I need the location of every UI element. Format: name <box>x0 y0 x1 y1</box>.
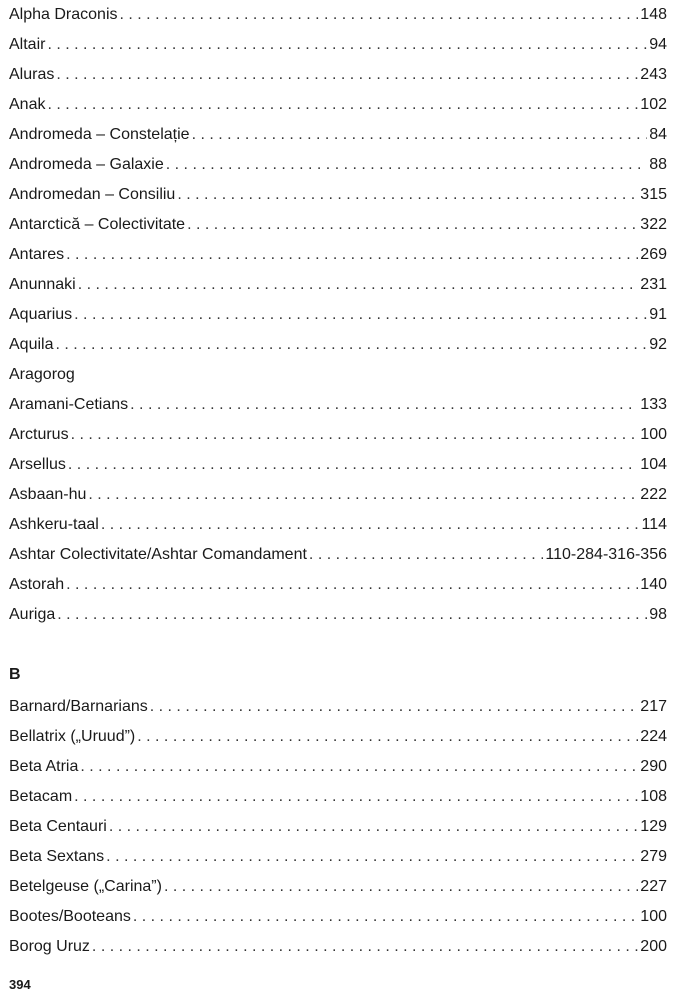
index-entry <box>9 0 667 30</box>
index-entry <box>9 30 667 60</box>
dot-leader <box>47 90 638 120</box>
entry-page-numbers: 114 <box>641 516 667 533</box>
index-entry <box>9 270 667 300</box>
entry-name: Betacam <box>9 788 73 805</box>
entry-name: Aquarius <box>9 306 73 323</box>
index-entry <box>9 902 667 932</box>
dot-leader <box>71 420 639 450</box>
entry-name: Aragorog <box>9 366 75 383</box>
index-entry <box>9 842 667 872</box>
entry-page-numbers: 231 <box>640 276 667 293</box>
index-entry <box>9 300 667 330</box>
index-section-b <box>9 692 667 962</box>
entry-name: Aluras <box>9 66 55 83</box>
dot-leader <box>166 150 647 180</box>
entry-page-numbers: 104 <box>640 456 667 473</box>
entry-page-numbers: 148 <box>640 6 667 23</box>
index-page <box>9 0 667 962</box>
entry-name: Beta Atria <box>9 758 79 775</box>
entry-name: Beta Sextans <box>9 848 105 865</box>
entry-name: Anunnaki <box>9 276 76 293</box>
entry-page-numbers: 290 <box>640 758 667 775</box>
entry-page-numbers: 279 <box>640 848 667 865</box>
dot-leader <box>47 30 647 60</box>
entry-page-numbers: 129 <box>640 818 667 835</box>
dot-leader <box>109 812 638 842</box>
dot-leader <box>187 210 638 240</box>
index-entry <box>9 752 667 782</box>
index-entry <box>9 90 667 120</box>
dot-leader <box>120 0 639 30</box>
entry-name: Andromeda – Constelație <box>9 126 190 143</box>
dot-leader <box>150 692 639 722</box>
index-entry <box>9 60 667 90</box>
dot-leader <box>74 782 638 812</box>
index-entry <box>9 600 667 630</box>
dot-leader <box>80 752 638 782</box>
index-entry <box>9 330 667 360</box>
section-letter-b: B <box>9 666 21 683</box>
entry-name: Beta Centauri <box>9 818 107 835</box>
section-spacer <box>9 630 667 658</box>
entry-name: Andromeda – Galaxie <box>9 156 164 173</box>
entry-page-numbers: 84 <box>649 126 667 143</box>
entry-name: Ashkeru-taal <box>9 516 99 533</box>
index-entry <box>9 932 667 962</box>
entry-page-numbers: 315 <box>640 186 667 203</box>
index-entry <box>9 150 667 180</box>
entry-name: Bootes/Booteans <box>9 908 131 925</box>
index-entry <box>9 390 667 420</box>
entry-name: Antarctică – Colectivitate <box>9 216 186 233</box>
dot-leader <box>68 450 638 480</box>
entry-page-numbers: 217 <box>640 698 667 715</box>
dot-leader <box>56 60 638 90</box>
dot-leader <box>55 330 647 360</box>
entry-page-numbers: 102 <box>640 96 667 113</box>
index-entry <box>9 420 667 450</box>
dot-leader <box>192 120 648 150</box>
index-entry <box>9 120 667 150</box>
entry-page-numbers: 110-284-316-356 <box>545 546 667 563</box>
dot-leader <box>92 932 638 962</box>
dot-leader <box>57 600 647 630</box>
entry-name: Arsellus <box>9 456 66 473</box>
entry-page-numbers: 94 <box>649 36 667 53</box>
index-entry <box>9 450 667 480</box>
index-entry <box>9 812 667 842</box>
entry-page-numbers: 91 <box>649 306 667 323</box>
index-entry <box>9 510 667 540</box>
entry-name: Auriga <box>9 606 56 623</box>
entry-page-numbers: 100 <box>640 426 667 443</box>
entry-name: Betelgeuse („Carina”) <box>9 878 162 895</box>
entry-page-numbers: 243 <box>640 66 667 83</box>
entry-page-numbers: 100 <box>640 908 667 925</box>
entry-page-numbers: 133 <box>640 396 667 413</box>
dot-leader <box>106 842 638 872</box>
entry-name: Bellatrix („Uruud”) <box>9 728 136 745</box>
page-number: 394 <box>9 977 31 992</box>
entry-page-numbers: 200 <box>640 938 667 955</box>
entry-name: Anak <box>9 96 46 113</box>
dot-leader <box>137 722 638 752</box>
dot-leader <box>74 300 647 330</box>
entry-page-numbers: 227 <box>640 878 667 895</box>
index-entry <box>9 360 667 390</box>
index-entry <box>9 480 667 510</box>
entry-page-numbers: 222 <box>640 486 667 503</box>
index-entry <box>9 180 667 210</box>
entry-page-numbers: 98 <box>649 606 667 623</box>
dot-leader <box>133 902 638 932</box>
entry-page-numbers: 269 <box>640 246 667 263</box>
entry-name: Ashtar Colectivitate/Ashtar Comandament <box>9 546 307 563</box>
index-entry <box>9 240 667 270</box>
entry-page-numbers: 322 <box>640 216 667 233</box>
entry-page-numbers: 88 <box>649 156 667 173</box>
index-entry <box>9 540 667 570</box>
entry-page-numbers: 224 <box>640 728 667 745</box>
entry-page-numbers: 140 <box>640 576 667 593</box>
dot-leader <box>164 872 638 902</box>
dot-leader <box>88 480 638 510</box>
dot-leader <box>78 270 639 300</box>
index-entry <box>9 692 667 722</box>
dot-leader <box>101 510 640 540</box>
entry-name: Arcturus <box>9 426 69 443</box>
entry-name: Altair <box>9 36 46 53</box>
dot-leader <box>130 390 638 420</box>
dot-leader <box>177 180 638 210</box>
entry-name: Aquila <box>9 336 54 353</box>
entry-name: Asbaan-hu <box>9 486 87 503</box>
entry-name: Borog Uruz <box>9 938 90 955</box>
entry-page-numbers: 92 <box>649 336 667 353</box>
index-entry <box>9 722 667 752</box>
dot-leader <box>66 570 638 600</box>
entry-name: Astorah <box>9 576 65 593</box>
entry-name: Aramani-Cetians <box>9 396 129 413</box>
index-entry <box>9 210 667 240</box>
index-section-a <box>9 0 667 630</box>
dot-leader <box>66 240 638 270</box>
dot-leader <box>309 540 544 570</box>
entry-name: Andromedan – Consiliu <box>9 186 176 203</box>
index-entry <box>9 570 667 600</box>
entry-name: Antares <box>9 246 65 263</box>
index-entry <box>9 782 667 812</box>
entry-name: Barnard/Barnarians <box>9 698 148 715</box>
entry-page-numbers: 108 <box>640 788 667 805</box>
entry-name: Alpha Draconis <box>9 6 118 23</box>
index-entry <box>9 872 667 902</box>
